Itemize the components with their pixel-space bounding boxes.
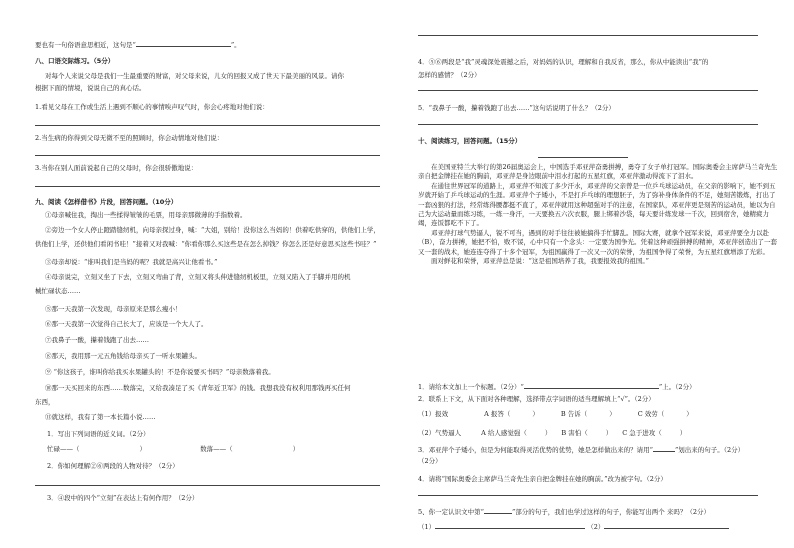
section-8-title: 八、口语交际练习。（5分） [35,57,115,65]
reading-question-4b: 怎样的感情？（2分） [418,71,481,79]
passage-para-2b: 供他们上学，还供他们看闲书哇！”接着又对我喊：“你看你那么买这些是在怎么掉钱？你怎么还是好意思买这些书哇？” [35,240,377,248]
right-column [418,0,783,548]
passage-para-7: ⑦我鼻子一酸，攥着钱跑了出去…… [45,336,149,344]
section-10-title: 十、阅读练习，回答问题。（15分） [418,137,522,145]
section-8-intro-2: 根据下面的情境，说说自己的真心话。 [35,84,146,92]
reading-question-5: 5．“我鼻子一酸，攥着钱跑了出去……”这句话说明了什么？（2分） [418,104,615,112]
synonym-row: 忙碌——（ ） 数落——（ ） [47,445,300,453]
answer-line[interactable] [418,35,758,36]
passage-para-6: ⑥那一天我第一次觉得自己长大了，应该是一个大人了。 [45,320,208,328]
reading2-question-2: 2．联系上下文，从下面对各种理解，选择带点字词语的适当理解填上“√”。（2分） [418,395,655,403]
passage-para-5: ⑤那一天我第一次发现，母亲原来是那么瘦小！ [45,305,182,313]
passage-para-10a: ⑩那一天买回来的东西……数落完，又给我凑足了买《青年近卫军》的钱。我想我没有权利用那钱再买任何 [45,384,351,392]
answer-blank[interactable] [136,39,231,47]
answer-blank[interactable] [484,506,512,514]
reading2-question-5a: 5、你一定认识文中第“ ”部分的句子，我们也学过这样的句子，你能写出两个 来吗？（2分） [418,508,710,516]
answer-line[interactable] [418,90,758,91]
reading2-question-3c: （2分） [418,457,442,465]
section-9-title: 九、阅读《怎样借书》片段，回答问题。（10分） [35,198,178,206]
section-8-intro-1: 对每个人来说父母是我们一生最重要的财富，对父母来说，儿女的回报又成了世天下最美丽的风景。请你 [45,72,344,80]
answer-line[interactable] [418,495,758,496]
reading-question-1: 1．写出下列词语的近义词。（2分） [47,430,150,438]
passage-para-2a: ②旁边一个女人停止蹬踏缝纫机，向母亲探过身，喊：“大姐，别给！没你这么当妈的！供着吃供穿的，供他们上学， [45,226,380,234]
answer-line[interactable] [35,155,380,156]
answer-line[interactable] [35,485,380,486]
option-row-1: （1）报效 A 报答（ ） B 告诉（ ） C 效劳（ ） [418,410,693,418]
question-8-3: 3.当你在别人面前说起自己的父母时，你会很骄傲地说： [35,164,198,172]
question-8-2: 2.当生病的你得到父母无微不至的照顾时，你会动情地对他们说： [35,134,224,142]
passage-para-8: ⑧那天，我用那一元五角钱给母亲买了一听水果罐头。 [45,352,201,360]
passage-para-9: ⑨ “你这孩子，谁叫你给我买水果罐头的！不是你说要买书吗？”母亲数落着我。 [45,368,275,376]
answer-line[interactable] [418,124,758,125]
reading2-question-3a: 3．邓亚萍个子矮小，但是为何能取得灵活优势的优势，她是怎样做出来的？请用“ ”划出来的句子。（2分） [418,446,745,454]
question-8-1: 1.看见父母在工作或生活上遇到不顺心的事情唉声叹气时，你会心疼地对他们说： [35,103,269,111]
left-line-0: 要也有一句俗语意思相近，这句是“ ”。 [35,41,241,49]
passage-para-4a: ④母亲说完，立刻又坐了下去，立刻又弯曲了背，立刻又将头伸进缝纫机板里，立刻又陷入了手脚并用的机 [45,273,351,281]
passage-2-para-1: 在美国亚特兰大举行的第26届奥运会上，中国选手邓亚萍奋勇拼搏，勇夺了女子单打冠军。国际奥委会主席萨马兰奇先生亲自把金牌挂在她的胸前，邓亚萍是身边眼前中泪水打起的五星红旗，邓亚萍激动得流下了泪水。 [418,163,778,181]
answer-line[interactable] [35,186,380,187]
answer-blank[interactable] [653,444,675,452]
passage-para-10b: 东西， [35,398,55,406]
reading2-question-4: 4．请将“国际奥委会主席萨马兰奇先生亲自把金牌挂在她的胸前。”改为被字句。（2分） [418,475,667,483]
reading-question-2: 2．你如何理解②⑥两段的人物对待？（2分） [47,462,179,470]
left-column [35,0,400,548]
option-row-2: （2）气势逼人 A 给人感觉强（ ） B 害怕（ ） C 急于进攻（ ） [418,429,687,437]
reading-question-3: 3．④段中的四个“立刻”在表达上有何作用？（2分） [47,494,199,502]
reading2-question-1: 1．请给本文加上一个标题。（2分）“ ”上。（2分） [418,383,696,391]
reading2-question-5b: （1） （2） [418,521,729,532]
passage-para-11: ⑪就这样，我有了第一本长篇小说…… [45,413,156,421]
passage-para-3: ③母亲却说：“谁叫我们是当妈的呢？我就是高兴让他看书。” [45,258,218,266]
title-blank-line[interactable] [538,157,628,158]
passage-2-para-4: 面对鲜花和荣誉，邓亚萍总是说：“这是祖国培养了我，我要报效我的祖国。” [431,257,649,266]
answer-blank[interactable] [604,521,729,529]
passage-2 [418,163,778,266]
passage-para-1: ①母亲喊住我，掏出一些揉得皱皱的毛票，用母亲那微薄的手指数着。 [45,211,247,219]
passage-para-4b: 械忙碌状态…… [35,287,81,295]
passage-2-para-2: 在通往世界冠军的道路上，邓亚萍不知流了多少汗水，邓亚萍的父亲曾是一位乒乓球运动员，在父亲的影响下，她不到五岁就开始了乒乓球运动的生涯。邓亚萍个子矮小，不是打乒乓球的理想胚子，为了弥补身体条件的不足，她刻苦锻炼，打出了一套凶狠的打法，经常练得腰都挺不直了，邓亚萍就用这种超强对手的注意，在国家队，邓亚萍更是刻苦的运动员，她以为自己为大运动量而练习练，一练一身汗，一天要换五六次衣服，腿上绑着沙袋，每天要计练发球一千次，回到宿舍，她精疲力竭，连饭都吃不下了。 [418,181,776,228]
answer-blank[interactable] [435,521,585,529]
reading-question-4a: 4．⑤⑥两段是“我”灵魂深处震撼之后，对妈妈的认识，理解和自我反省，那么，你从中能读出“我”的 [418,58,709,66]
answer-blank[interactable] [524,381,659,389]
answer-line[interactable] [35,125,380,126]
passage-2-para-3: 邓亚萍打球气势逼人，锐不可当，遇到的对手往往被她搞得手忙脚乱。国际大赛，就拿个冠军来说，邓亚萍要全力以赴（B），奋力拼搏，她把不怕，败不馁，心中只有一个念头：一定要为国争光。凭着这种顽强拼搏的精神，邓亚萍创造出了一套又一套的战术，她连连夺得了十多个冠军，为祖国赢得了一次又一次的荣誉，为祖国争得了荣誉，为五星红旗增添了光彩。 [418,228,778,256]
